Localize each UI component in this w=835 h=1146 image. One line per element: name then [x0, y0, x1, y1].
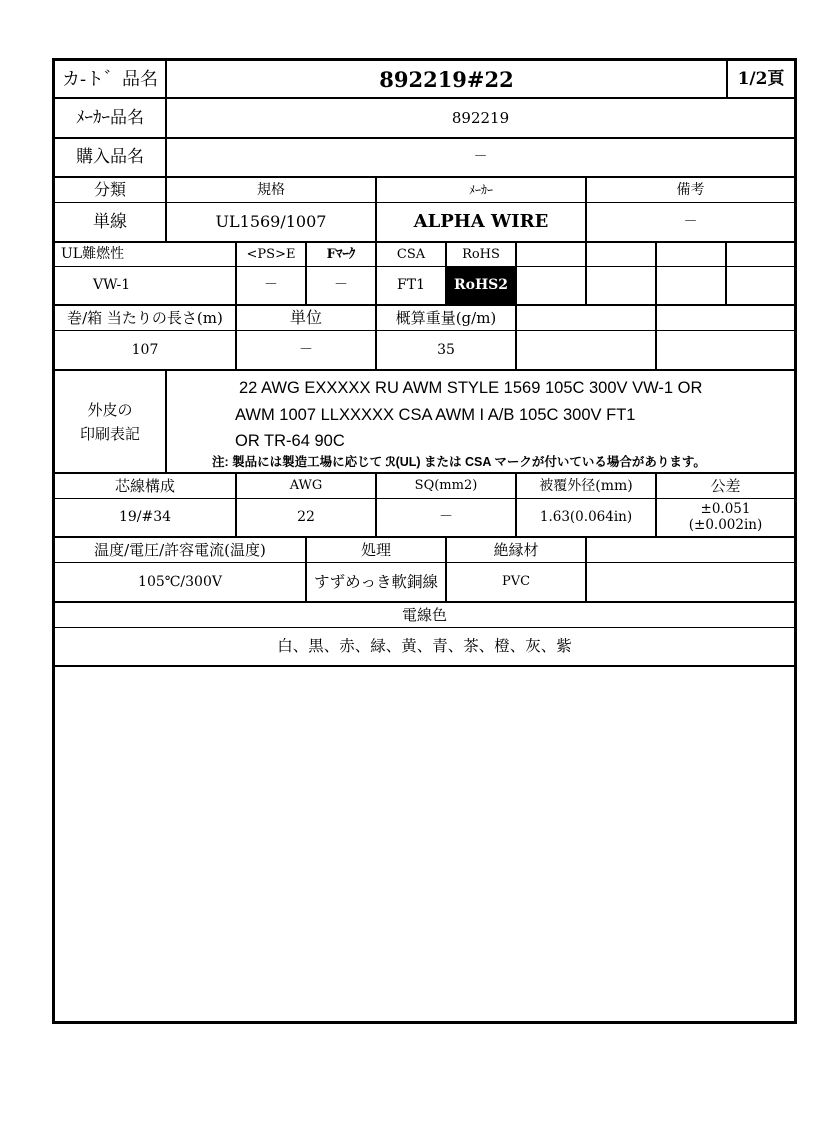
tolerance-label: 公差 [710, 477, 741, 495]
unit-label: 単位 [289, 308, 322, 328]
length-label: 巻/箱 当たりの長さ(m) [67, 309, 223, 327]
tolerance-value-in: (±0.002in) [688, 516, 763, 533]
maker-part-value: 892219 [451, 109, 510, 127]
csa-value: FT1 [397, 277, 425, 294]
standard-value: UL1569/1007 [215, 212, 327, 232]
strand-value: 19/#34 [118, 509, 172, 526]
sheath-print-label [55, 371, 165, 472]
f-mark-value: － [334, 277, 348, 294]
sheath-print-label-line2: 印刷表記 [79, 424, 140, 443]
rohs-label: RoHS [462, 246, 500, 262]
class-label: 分類 [93, 180, 126, 200]
temp-voltage-label: 温度/電圧/許容電流(温度) [94, 541, 266, 559]
purchase-name-value: － [473, 149, 488, 166]
sheath-print-label-line1: 外皮の [87, 400, 133, 419]
insulation-value: PVC [501, 574, 531, 590]
outer-diameter-label: 被覆外径(mm) [539, 477, 633, 494]
spec-sheet [52, 58, 797, 1024]
blank-area [55, 667, 794, 1021]
unit-value: － [299, 341, 313, 358]
card-name-label: カ-ト゛品名 [61, 68, 159, 90]
wire-colors-value: 白、黒、赤、緑、黄、青、茶、橙、灰、紫 [277, 637, 572, 656]
remarks-label: 備考 [676, 181, 705, 198]
ul-flame-value: VW-1 [93, 277, 131, 294]
temp-voltage-value: 105℃/300V [138, 573, 222, 590]
length-value: 107 [131, 341, 159, 358]
ul-flame-label: UL難燃性 [61, 246, 125, 263]
sheath-print-note: 注: 製品には製造工場に応じて ℛ(UL) または CSA マークが付いている場合があります。 [212, 455, 706, 469]
insulation-label: 絶縁材 [493, 541, 539, 559]
tolerance-value-mm: ±0.051 [700, 500, 751, 517]
sheath-print-line1: 22 AWG EXXXXX RU AWM STYLE 1569 105C 300V VW-1 OR [239, 379, 703, 397]
sq-value: － [439, 509, 453, 526]
csa-label: CSA [396, 246, 426, 262]
wire-colors-label: 電線色 [401, 606, 447, 624]
awg-value: 22 [297, 509, 315, 526]
page-number: 1/2頁 [737, 69, 785, 90]
sheath-print-line2: AWM 1007 LLXXXXX CSA AWM I A/B 105C 300V FT1 [235, 406, 636, 424]
maker-value: ALPHA WIRE [413, 211, 549, 233]
treatment-value: すずめっき軟銅線 [313, 572, 438, 591]
tolerance-value [657, 499, 794, 536]
weight-value: 35 [437, 341, 455, 358]
rohs-value-badge: RoHS2 [447, 267, 515, 304]
card-name-value: 892219#22 [379, 66, 514, 92]
remarks-value: － [683, 213, 698, 230]
outer-diameter-value: 1.63(0.064in) [539, 509, 633, 526]
standard-label: 規格 [257, 181, 285, 198]
sq-label: SQ(mm2) [414, 478, 478, 494]
treatment-label: 処理 [360, 541, 391, 559]
maker-label: ﾒｰｶｰ [468, 182, 493, 197]
purchase-name-label: 購入品名 [76, 147, 144, 168]
ps-e-value: － [264, 277, 278, 294]
class-value: 単線 [93, 211, 127, 232]
maker-part-label: ﾒｰｶｰ品名 [76, 107, 144, 128]
f-mark-label: Fﾏｰｸ [326, 246, 356, 262]
ps-e-label: <PS>E [246, 246, 296, 262]
strand-label: 芯線構成 [114, 477, 175, 495]
sheath-print-line3: OR TR-64 90C [235, 432, 345, 450]
weight-label: 概算重量(g/m) [395, 309, 497, 327]
awg-label: AWG [289, 478, 323, 494]
